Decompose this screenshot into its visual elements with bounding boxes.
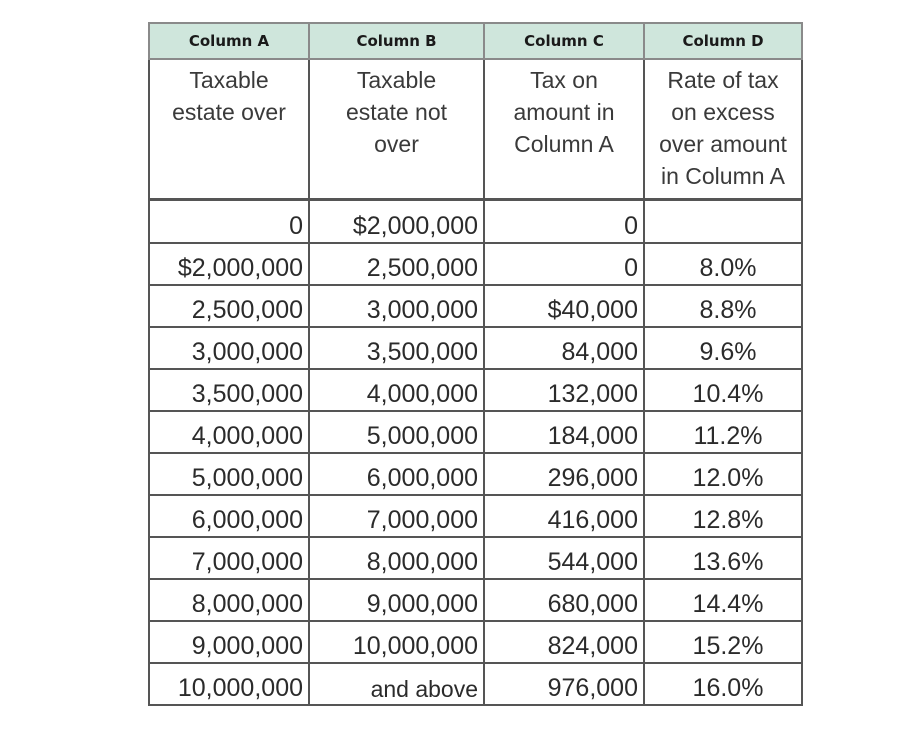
- tax-on-amount-cell: 132,000: [484, 369, 644, 411]
- description-line: over amount: [659, 131, 787, 157]
- table-row: [149, 453, 802, 495]
- taxable-estate-not-over-cell: and above: [309, 663, 484, 705]
- taxable-estate-not-over-cell: 5,000,000: [309, 411, 484, 453]
- description-line: Taxable: [189, 67, 269, 93]
- taxable-estate-over-cell: 10,000,000: [149, 663, 309, 705]
- description-line: Rate of tax: [667, 67, 779, 93]
- tax-on-amount-cell: 0: [484, 243, 644, 285]
- rate-of-tax-cell: 8.0%: [644, 243, 802, 285]
- description-line: on excess: [671, 99, 775, 125]
- tax-rate-table: [148, 22, 803, 706]
- table-row: [149, 579, 802, 621]
- taxable-estate-over-cell: $2,000,000: [149, 243, 309, 285]
- description-line: Column A: [514, 131, 614, 157]
- taxable-estate-not-over-cell: 9,000,000: [309, 579, 484, 621]
- description-line: estate not: [345, 99, 448, 125]
- rate-of-tax-cell: 15.2%: [644, 621, 802, 663]
- table-row: [149, 243, 802, 285]
- tax-on-amount-cell: 0: [484, 200, 644, 244]
- tax-on-amount-cell: 544,000: [484, 537, 644, 579]
- table-row: [149, 495, 802, 537]
- table-body: [149, 200, 802, 706]
- tax-on-amount-cell: $40,000: [484, 285, 644, 327]
- rate-of-tax-cell: 16.0%: [644, 663, 802, 705]
- rate-of-tax-cell: 9.6%: [644, 327, 802, 369]
- column-d-header: Column D: [644, 23, 802, 59]
- taxable-estate-over-cell: 9,000,000: [149, 621, 309, 663]
- tax-on-amount-cell: 824,000: [484, 621, 644, 663]
- description-line: in Column A: [660, 163, 785, 189]
- rate-of-tax-cell: 12.8%: [644, 495, 802, 537]
- taxable-estate-not-over-cell: 3,500,000: [309, 327, 484, 369]
- table-row: [149, 663, 802, 705]
- taxable-estate-over-cell: 2,500,000: [149, 285, 309, 327]
- column-b-description: [309, 59, 484, 200]
- table-row: [149, 411, 802, 453]
- taxable-estate-over-cell: 3,500,000: [149, 369, 309, 411]
- column-a-header: Column A: [149, 23, 309, 59]
- rate-of-tax-cell: 12.0%: [644, 453, 802, 495]
- rate-of-tax-cell: [644, 200, 802, 244]
- tax-on-amount-cell: 84,000: [484, 327, 644, 369]
- tax-on-amount-cell: 184,000: [484, 411, 644, 453]
- column-b-header: Column B: [309, 23, 484, 59]
- tax-on-amount-cell: 416,000: [484, 495, 644, 537]
- table-row: [149, 621, 802, 663]
- column-c-header: Column C: [484, 23, 644, 59]
- description-line: amount in: [513, 99, 615, 125]
- taxable-estate-not-over-cell: 7,000,000: [309, 495, 484, 537]
- column-c-description: [484, 59, 644, 200]
- rate-of-tax-cell: 11.2%: [644, 411, 802, 453]
- tax-on-amount-cell: 976,000: [484, 663, 644, 705]
- taxable-estate-not-over-cell: 10,000,000: [309, 621, 484, 663]
- taxable-estate-not-over-cell: 8,000,000: [309, 537, 484, 579]
- description-line: estate over: [172, 99, 286, 125]
- taxable-estate-over-cell: 3,000,000: [149, 327, 309, 369]
- table-row: [149, 369, 802, 411]
- table-row: [149, 200, 802, 244]
- rate-of-tax-cell: 8.8%: [644, 285, 802, 327]
- taxable-estate-over-cell: 6,000,000: [149, 495, 309, 537]
- taxable-estate-not-over-cell: 6,000,000: [309, 453, 484, 495]
- taxable-estate-not-over-cell: 2,500,000: [309, 243, 484, 285]
- rate-of-tax-cell: 14.4%: [644, 579, 802, 621]
- column-description-row: [149, 59, 802, 200]
- description-line: over: [374, 131, 419, 157]
- rate-of-tax-cell: 13.6%: [644, 537, 802, 579]
- column-a-description: [149, 59, 309, 200]
- description-line: Tax on: [530, 67, 598, 93]
- rate-of-tax-cell: 10.4%: [644, 369, 802, 411]
- table-row: [149, 327, 802, 369]
- table-row: [149, 537, 802, 579]
- column-header-row: [149, 23, 802, 59]
- column-d-description: [644, 59, 802, 200]
- taxable-estate-not-over-cell: 4,000,000: [309, 369, 484, 411]
- taxable-estate-over-cell: 5,000,000: [149, 453, 309, 495]
- taxable-estate-over-cell: 4,000,000: [149, 411, 309, 453]
- taxable-estate-over-cell: 7,000,000: [149, 537, 309, 579]
- table-row: [149, 285, 802, 327]
- tax-on-amount-cell: 680,000: [484, 579, 644, 621]
- taxable-estate-not-over-cell: 3,000,000: [309, 285, 484, 327]
- taxable-estate-over-cell: 0: [149, 200, 309, 244]
- taxable-estate-over-cell: 8,000,000: [149, 579, 309, 621]
- description-line: Taxable: [356, 67, 437, 93]
- taxable-estate-not-over-cell: $2,000,000: [309, 200, 484, 244]
- tax-on-amount-cell: 296,000: [484, 453, 644, 495]
